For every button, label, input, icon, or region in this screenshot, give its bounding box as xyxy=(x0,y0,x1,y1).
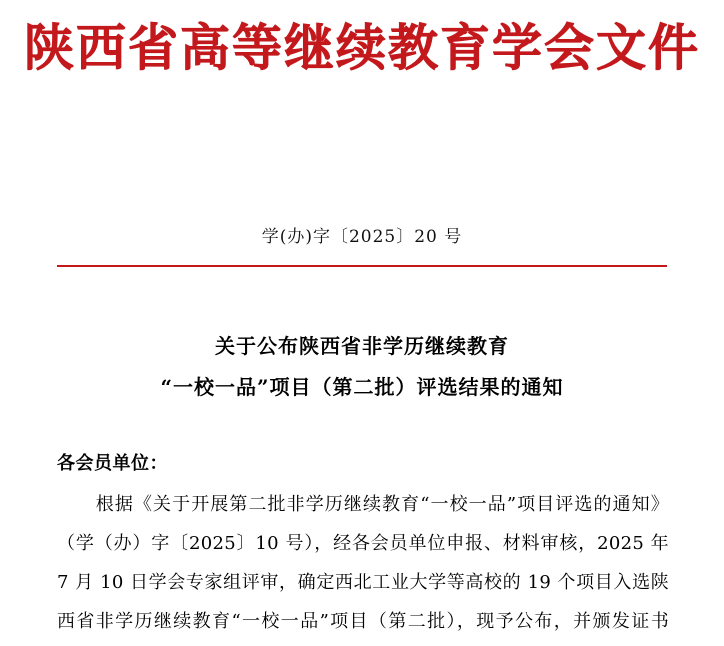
document-body xyxy=(57,447,669,641)
masthead xyxy=(0,18,724,78)
body-paragraph-1-text: 根据《关于开展第二批非学历继续教育“一校一品”项目评选的通知》（学（办）字〔2025〕10 号），经各会员单位申报、材料审核，2025 年 7 月 10 日学会专家组评审，确定西北工业大学等高校的 19 个项目入选陕西省非学历继续教育“一校一品”项目（第二批），现予公布，并颁发证书 xyxy=(57,494,669,632)
masthead-title: 陕西省高等继续教育学会文件 xyxy=(24,18,700,77)
document-title-line-1: 关于公布陕西省非学历继续教育 xyxy=(215,334,509,358)
document-number: 学(办)字〔2025〕20 号 xyxy=(261,227,463,247)
red-separator-rule xyxy=(57,265,667,267)
body-paragraph-1 xyxy=(57,485,669,641)
document-title xyxy=(0,326,724,408)
salutation: 各会员单位： xyxy=(57,453,168,474)
document-title-line-2: “一校一品”项目（第二批）评选结果的通知 xyxy=(160,375,564,399)
